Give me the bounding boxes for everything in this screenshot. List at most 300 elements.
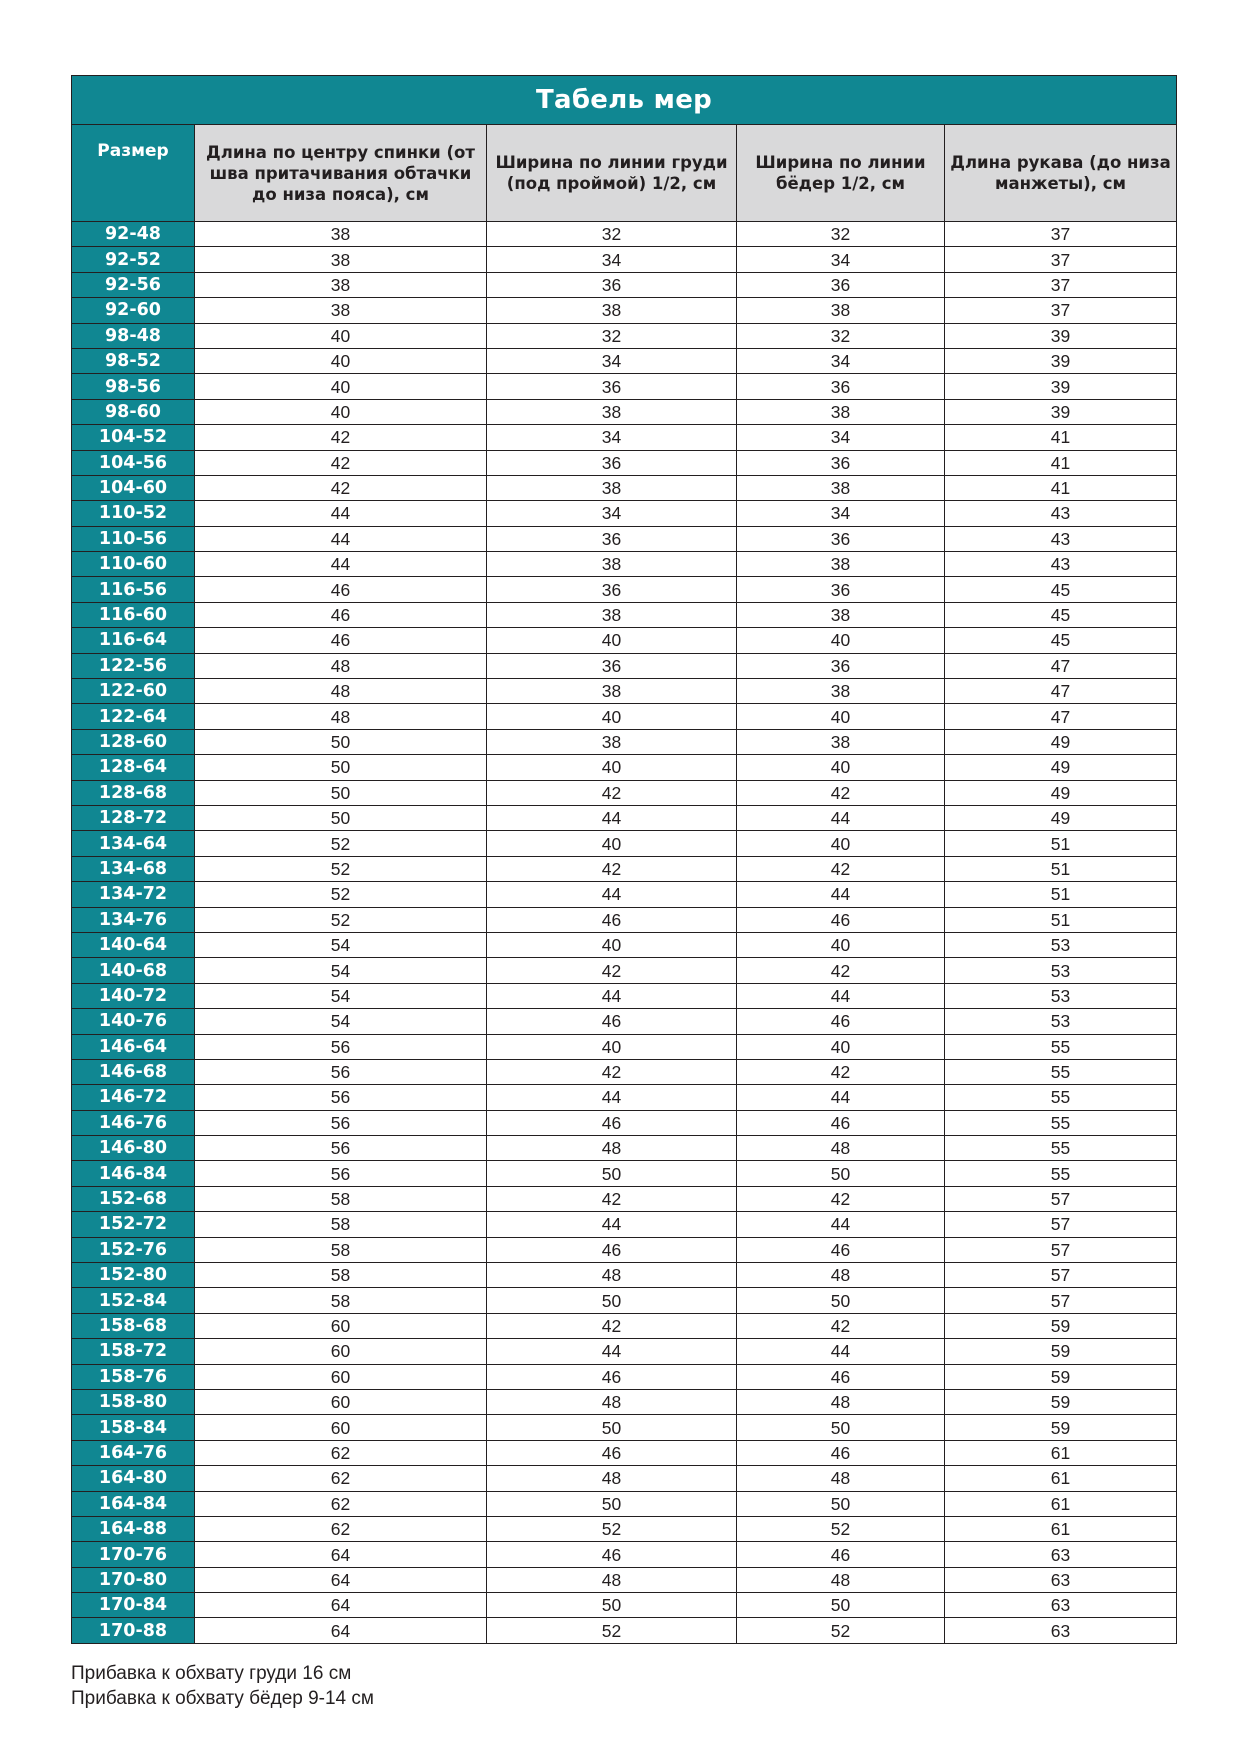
table-row <box>72 1618 1177 1643</box>
chest-width-cell: 46 <box>487 1009 737 1034</box>
chest-width-cell: 36 <box>487 526 737 551</box>
back-length-cell: 44 <box>195 552 487 577</box>
sleeve-length-cell: 61 <box>945 1516 1177 1541</box>
chest-width-cell: 42 <box>487 1313 737 1338</box>
table-row <box>72 1389 1177 1414</box>
back-length-cell: 52 <box>195 907 487 932</box>
back-length-cell: 48 <box>195 653 487 678</box>
back-length-cell: 38 <box>195 298 487 323</box>
sleeve-length-cell: 55 <box>945 1136 1177 1161</box>
back-length-cell: 56 <box>195 1034 487 1059</box>
table-row <box>72 831 1177 856</box>
table-row <box>72 1339 1177 1364</box>
chest-width-cell: 34 <box>487 348 737 373</box>
hip-width-cell: 38 <box>737 399 945 424</box>
sleeve-length-cell: 41 <box>945 475 1177 500</box>
back-length-cell: 52 <box>195 856 487 881</box>
chest-width-cell: 32 <box>487 222 737 247</box>
back-length-cell: 52 <box>195 831 487 856</box>
back-length-cell: 56 <box>195 1085 487 1110</box>
back-length-cell: 42 <box>195 425 487 450</box>
size-cell: 134-64 <box>72 831 195 856</box>
back-length-cell: 60 <box>195 1339 487 1364</box>
hip-width-cell: 40 <box>737 831 945 856</box>
sleeve-length-cell: 57 <box>945 1186 1177 1211</box>
chest-width-cell: 46 <box>487 907 737 932</box>
size-cell: 140-76 <box>72 1009 195 1034</box>
table-row <box>72 907 1177 932</box>
size-cell: 110-60 <box>72 552 195 577</box>
table-row <box>72 1136 1177 1161</box>
table-row <box>72 1085 1177 1110</box>
table-row <box>72 450 1177 475</box>
table-row <box>72 1263 1177 1288</box>
sleeve-length-cell: 37 <box>945 272 1177 297</box>
table-row <box>72 1415 1177 1440</box>
hip-width-cell: 48 <box>737 1389 945 1414</box>
hip-width-cell: 48 <box>737 1466 945 1491</box>
hip-width-cell: 44 <box>737 1339 945 1364</box>
size-cell: 152-84 <box>72 1288 195 1313</box>
sleeve-length-cell: 43 <box>945 552 1177 577</box>
size-cell: 110-56 <box>72 526 195 551</box>
sleeve-length-cell: 41 <box>945 425 1177 450</box>
hip-width-cell: 50 <box>737 1593 945 1618</box>
chest-width-cell: 38 <box>487 298 737 323</box>
table-row <box>72 1212 1177 1237</box>
hip-width-cell: 46 <box>737 1009 945 1034</box>
table-row <box>72 602 1177 627</box>
hip-width-cell: 42 <box>737 1186 945 1211</box>
chest-width-cell: 40 <box>487 932 737 957</box>
size-cell: 158-68 <box>72 1313 195 1338</box>
hip-width-cell: 40 <box>737 755 945 780</box>
table-row <box>72 222 1177 247</box>
size-cell: 152-76 <box>72 1237 195 1262</box>
size-cell: 146-80 <box>72 1136 195 1161</box>
size-cell: 122-56 <box>72 653 195 678</box>
chest-width-cell: 42 <box>487 1059 737 1084</box>
sleeve-length-cell: 51 <box>945 907 1177 932</box>
sleeve-length-cell: 63 <box>945 1567 1177 1592</box>
back-length-cell: 42 <box>195 475 487 500</box>
sleeve-length-cell: 41 <box>945 450 1177 475</box>
chest-width-cell: 40 <box>487 628 737 653</box>
chest-width-cell: 44 <box>487 1339 737 1364</box>
hip-width-cell: 44 <box>737 983 945 1008</box>
back-length-cell: 40 <box>195 323 487 348</box>
sleeve-length-cell: 53 <box>945 983 1177 1008</box>
sleeve-length-cell: 63 <box>945 1542 1177 1567</box>
table-row <box>72 653 1177 678</box>
chest-width-cell: 48 <box>487 1263 737 1288</box>
sleeve-length-cell: 57 <box>945 1263 1177 1288</box>
table-row <box>72 272 1177 297</box>
hip-width-cell: 40 <box>737 932 945 957</box>
table-title: Табель мер <box>72 76 1177 125</box>
size-cell: 140-68 <box>72 958 195 983</box>
measurement-table <box>71 75 1177 1644</box>
sleeve-length-cell: 55 <box>945 1034 1177 1059</box>
sleeve-length-cell: 45 <box>945 577 1177 602</box>
column-header-sleeve-length: Длина рукава (до низа манжеты), см <box>945 125 1177 222</box>
table-row <box>72 704 1177 729</box>
size-cell: 116-64 <box>72 628 195 653</box>
chest-width-cell: 38 <box>487 729 737 754</box>
sleeve-length-cell: 59 <box>945 1339 1177 1364</box>
sleeve-length-cell: 37 <box>945 247 1177 272</box>
sleeve-length-cell: 47 <box>945 704 1177 729</box>
sleeve-length-cell: 59 <box>945 1313 1177 1338</box>
back-length-cell: 60 <box>195 1389 487 1414</box>
chest-width-cell: 48 <box>487 1389 737 1414</box>
hip-width-cell: 36 <box>737 577 945 602</box>
column-header-hip-width: Ширина по линии бёдер 1/2, см <box>737 125 945 222</box>
chest-width-cell: 50 <box>487 1415 737 1440</box>
sleeve-length-cell: 53 <box>945 958 1177 983</box>
hip-width-cell: 38 <box>737 729 945 754</box>
table-row <box>72 1542 1177 1567</box>
sleeve-length-cell: 57 <box>945 1212 1177 1237</box>
chest-width-cell: 44 <box>487 805 737 830</box>
back-length-cell: 56 <box>195 1136 487 1161</box>
chest-width-cell: 50 <box>487 1593 737 1618</box>
size-cell: 158-80 <box>72 1389 195 1414</box>
hip-width-cell: 50 <box>737 1288 945 1313</box>
chest-width-cell: 52 <box>487 1516 737 1541</box>
sleeve-length-cell: 55 <box>945 1161 1177 1186</box>
table-row <box>72 475 1177 500</box>
size-cell: 98-60 <box>72 399 195 424</box>
hip-width-cell: 38 <box>737 679 945 704</box>
hip-width-cell: 32 <box>737 323 945 348</box>
back-length-cell: 56 <box>195 1059 487 1084</box>
chest-width-cell: 48 <box>487 1466 737 1491</box>
size-cell: 98-56 <box>72 374 195 399</box>
hip-width-cell: 36 <box>737 374 945 399</box>
size-cell: 164-80 <box>72 1466 195 1491</box>
table-row <box>72 348 1177 373</box>
chest-width-cell: 44 <box>487 983 737 1008</box>
hip-width-cell: 36 <box>737 526 945 551</box>
chest-width-cell: 38 <box>487 602 737 627</box>
sleeve-length-cell: 55 <box>945 1059 1177 1084</box>
hip-width-cell: 38 <box>737 475 945 500</box>
table-row <box>72 1161 1177 1186</box>
size-cell: 134-76 <box>72 907 195 932</box>
size-cell: 146-76 <box>72 1110 195 1135</box>
back-length-cell: 50 <box>195 729 487 754</box>
hip-width-cell: 36 <box>737 450 945 475</box>
sleeve-length-cell: 39 <box>945 399 1177 424</box>
table-row <box>72 856 1177 881</box>
back-length-cell: 58 <box>195 1212 487 1237</box>
back-length-cell: 62 <box>195 1466 487 1491</box>
table-row <box>72 958 1177 983</box>
table-row <box>72 805 1177 830</box>
chest-width-cell: 46 <box>487 1440 737 1465</box>
size-cell: 158-72 <box>72 1339 195 1364</box>
chest-width-cell: 50 <box>487 1161 737 1186</box>
chest-width-cell: 34 <box>487 425 737 450</box>
back-length-cell: 40 <box>195 348 487 373</box>
hip-width-cell: 40 <box>737 1034 945 1059</box>
sleeve-length-cell: 57 <box>945 1237 1177 1262</box>
back-length-cell: 44 <box>195 526 487 551</box>
back-length-cell: 50 <box>195 805 487 830</box>
sleeve-length-cell: 51 <box>945 856 1177 881</box>
back-length-cell: 58 <box>195 1263 487 1288</box>
back-length-cell: 38 <box>195 272 487 297</box>
back-length-cell: 40 <box>195 374 487 399</box>
size-cell: 92-56 <box>72 272 195 297</box>
sleeve-length-cell: 37 <box>945 222 1177 247</box>
hip-width-cell: 34 <box>737 425 945 450</box>
sleeve-length-cell: 39 <box>945 323 1177 348</box>
size-cell: 164-76 <box>72 1440 195 1465</box>
back-length-cell: 64 <box>195 1593 487 1618</box>
footnote-chest-ease: Прибавка к обхвату груди 16 см <box>71 1663 352 1684</box>
chest-width-cell: 44 <box>487 1085 737 1110</box>
chest-width-cell: 42 <box>487 958 737 983</box>
back-length-cell: 56 <box>195 1161 487 1186</box>
size-cell: 164-88 <box>72 1516 195 1541</box>
size-cell: 104-52 <box>72 425 195 450</box>
table-row <box>72 501 1177 526</box>
back-length-cell: 62 <box>195 1491 487 1516</box>
chest-width-cell: 32 <box>487 323 737 348</box>
sleeve-length-cell: 61 <box>945 1491 1177 1516</box>
back-length-cell: 54 <box>195 932 487 957</box>
sleeve-length-cell: 51 <box>945 831 1177 856</box>
back-length-cell: 58 <box>195 1288 487 1313</box>
size-cell: 146-72 <box>72 1085 195 1110</box>
size-cell: 92-52 <box>72 247 195 272</box>
hip-width-cell: 46 <box>737 907 945 932</box>
sleeve-length-cell: 61 <box>945 1466 1177 1491</box>
size-cell: 128-72 <box>72 805 195 830</box>
hip-width-cell: 40 <box>737 704 945 729</box>
table-row <box>72 247 1177 272</box>
hip-width-cell: 44 <box>737 1085 945 1110</box>
size-cell: 92-48 <box>72 222 195 247</box>
table-row <box>72 1313 1177 1338</box>
table-row <box>72 1288 1177 1313</box>
back-length-cell: 62 <box>195 1440 487 1465</box>
hip-width-cell: 38 <box>737 298 945 323</box>
table-row <box>72 882 1177 907</box>
table-row <box>72 374 1177 399</box>
hip-width-cell: 38 <box>737 602 945 627</box>
back-length-cell: 56 <box>195 1110 487 1135</box>
hip-width-cell: 52 <box>737 1618 945 1643</box>
sleeve-length-cell: 47 <box>945 653 1177 678</box>
hip-width-cell: 42 <box>737 856 945 881</box>
hip-width-cell: 36 <box>737 653 945 678</box>
back-length-cell: 48 <box>195 679 487 704</box>
back-length-cell: 46 <box>195 628 487 653</box>
back-length-cell: 48 <box>195 704 487 729</box>
sleeve-length-cell: 53 <box>945 1009 1177 1034</box>
back-length-cell: 54 <box>195 1009 487 1034</box>
chest-width-cell: 38 <box>487 552 737 577</box>
hip-width-cell: 46 <box>737 1237 945 1262</box>
size-cell: 104-56 <box>72 450 195 475</box>
table-row <box>72 1491 1177 1516</box>
chest-width-cell: 42 <box>487 780 737 805</box>
table-row <box>72 1034 1177 1059</box>
hip-width-cell: 46 <box>737 1364 945 1389</box>
hip-width-cell: 34 <box>737 348 945 373</box>
chest-width-cell: 36 <box>487 272 737 297</box>
back-length-cell: 52 <box>195 882 487 907</box>
chest-width-cell: 50 <box>487 1491 737 1516</box>
table-row <box>72 1466 1177 1491</box>
sleeve-length-cell: 55 <box>945 1110 1177 1135</box>
sleeve-length-cell: 49 <box>945 729 1177 754</box>
sleeve-length-cell: 43 <box>945 526 1177 551</box>
chest-width-cell: 50 <box>487 1288 737 1313</box>
table-row <box>72 755 1177 780</box>
chest-width-cell: 44 <box>487 882 737 907</box>
sleeve-length-cell: 61 <box>945 1440 1177 1465</box>
chest-width-cell: 34 <box>487 501 737 526</box>
hip-width-cell: 42 <box>737 1313 945 1338</box>
table-row <box>72 425 1177 450</box>
chest-width-cell: 46 <box>487 1542 737 1567</box>
chest-width-cell: 52 <box>487 1618 737 1643</box>
size-cell: 134-72 <box>72 882 195 907</box>
sleeve-length-cell: 49 <box>945 805 1177 830</box>
chest-width-cell: 36 <box>487 653 737 678</box>
table-row <box>72 1110 1177 1135</box>
back-length-cell: 54 <box>195 983 487 1008</box>
sleeve-length-cell: 59 <box>945 1389 1177 1414</box>
chest-width-cell: 34 <box>487 247 737 272</box>
sleeve-length-cell: 47 <box>945 679 1177 704</box>
sleeve-length-cell: 49 <box>945 780 1177 805</box>
size-cell: 146-68 <box>72 1059 195 1084</box>
sleeve-length-cell: 51 <box>945 882 1177 907</box>
table-row <box>72 526 1177 551</box>
size-cell: 152-72 <box>72 1212 195 1237</box>
table-row <box>72 577 1177 602</box>
back-length-cell: 60 <box>195 1415 487 1440</box>
hip-width-cell: 36 <box>737 272 945 297</box>
size-cell: 170-88 <box>72 1618 195 1643</box>
table-row <box>72 298 1177 323</box>
hip-width-cell: 48 <box>737 1136 945 1161</box>
chest-width-cell: 38 <box>487 679 737 704</box>
sleeve-length-cell: 59 <box>945 1364 1177 1389</box>
hip-width-cell: 46 <box>737 1542 945 1567</box>
back-length-cell: 40 <box>195 399 487 424</box>
size-cell: 152-68 <box>72 1186 195 1211</box>
sleeve-length-cell: 55 <box>945 1085 1177 1110</box>
table-row <box>72 1567 1177 1592</box>
back-length-cell: 38 <box>195 222 487 247</box>
hip-width-cell: 52 <box>737 1516 945 1541</box>
chest-width-cell: 40 <box>487 704 737 729</box>
chest-width-cell: 42 <box>487 1186 737 1211</box>
hip-width-cell: 42 <box>737 1059 945 1084</box>
size-cell: 134-68 <box>72 856 195 881</box>
size-cell: 170-76 <box>72 1542 195 1567</box>
table-row <box>72 1059 1177 1084</box>
back-length-cell: 50 <box>195 755 487 780</box>
sleeve-length-cell: 45 <box>945 602 1177 627</box>
size-cell: 146-84 <box>72 1161 195 1186</box>
hip-width-cell: 50 <box>737 1161 945 1186</box>
sleeve-length-cell: 53 <box>945 932 1177 957</box>
size-cell: 152-80 <box>72 1263 195 1288</box>
table-row <box>72 932 1177 957</box>
sleeve-length-cell: 63 <box>945 1593 1177 1618</box>
table-row <box>72 323 1177 348</box>
sleeve-length-cell: 39 <box>945 374 1177 399</box>
back-length-cell: 58 <box>195 1237 487 1262</box>
size-cell: 170-80 <box>72 1567 195 1592</box>
table-row <box>72 1516 1177 1541</box>
chest-width-cell: 38 <box>487 475 737 500</box>
hip-width-cell: 48 <box>737 1567 945 1592</box>
table-row <box>72 1593 1177 1618</box>
back-length-cell: 38 <box>195 247 487 272</box>
back-length-cell: 64 <box>195 1567 487 1592</box>
hip-width-cell: 32 <box>737 222 945 247</box>
size-cell: 128-60 <box>72 729 195 754</box>
hip-width-cell: 42 <box>737 780 945 805</box>
size-cell: 104-60 <box>72 475 195 500</box>
chest-width-cell: 48 <box>487 1567 737 1592</box>
table-row <box>72 1009 1177 1034</box>
size-cell: 128-64 <box>72 755 195 780</box>
chest-width-cell: 40 <box>487 1034 737 1059</box>
size-cell: 158-84 <box>72 1415 195 1440</box>
chest-width-cell: 46 <box>487 1237 737 1262</box>
size-cell: 164-84 <box>72 1491 195 1516</box>
sleeve-length-cell: 63 <box>945 1618 1177 1643</box>
footnotes <box>71 1661 374 1711</box>
chest-width-cell: 46 <box>487 1110 737 1135</box>
sleeve-length-cell: 49 <box>945 755 1177 780</box>
sleeve-length-cell: 43 <box>945 501 1177 526</box>
size-cell: 98-48 <box>72 323 195 348</box>
size-cell: 140-64 <box>72 932 195 957</box>
chest-width-cell: 36 <box>487 577 737 602</box>
back-length-cell: 58 <box>195 1186 487 1211</box>
chest-width-cell: 40 <box>487 831 737 856</box>
column-header-chest-width: Ширина по линии груди (под проймой) 1/2, см <box>487 125 737 222</box>
table-row <box>72 780 1177 805</box>
back-length-cell: 50 <box>195 780 487 805</box>
chest-width-cell: 46 <box>487 1364 737 1389</box>
table-row <box>72 1186 1177 1211</box>
table-header-row <box>72 125 1177 222</box>
size-cell: 122-64 <box>72 704 195 729</box>
chest-width-cell: 36 <box>487 374 737 399</box>
back-length-cell: 60 <box>195 1364 487 1389</box>
chest-width-cell: 38 <box>487 399 737 424</box>
back-length-cell: 64 <box>195 1542 487 1567</box>
column-header-back-length: Длина по центру спинки (от шва притачивания обтачки до низа пояса), см <box>195 125 487 222</box>
chest-width-cell: 48 <box>487 1136 737 1161</box>
chest-width-cell: 44 <box>487 1212 737 1237</box>
back-length-cell: 60 <box>195 1313 487 1338</box>
back-length-cell: 62 <box>195 1516 487 1541</box>
size-cell: 116-56 <box>72 577 195 602</box>
table-row <box>72 1364 1177 1389</box>
